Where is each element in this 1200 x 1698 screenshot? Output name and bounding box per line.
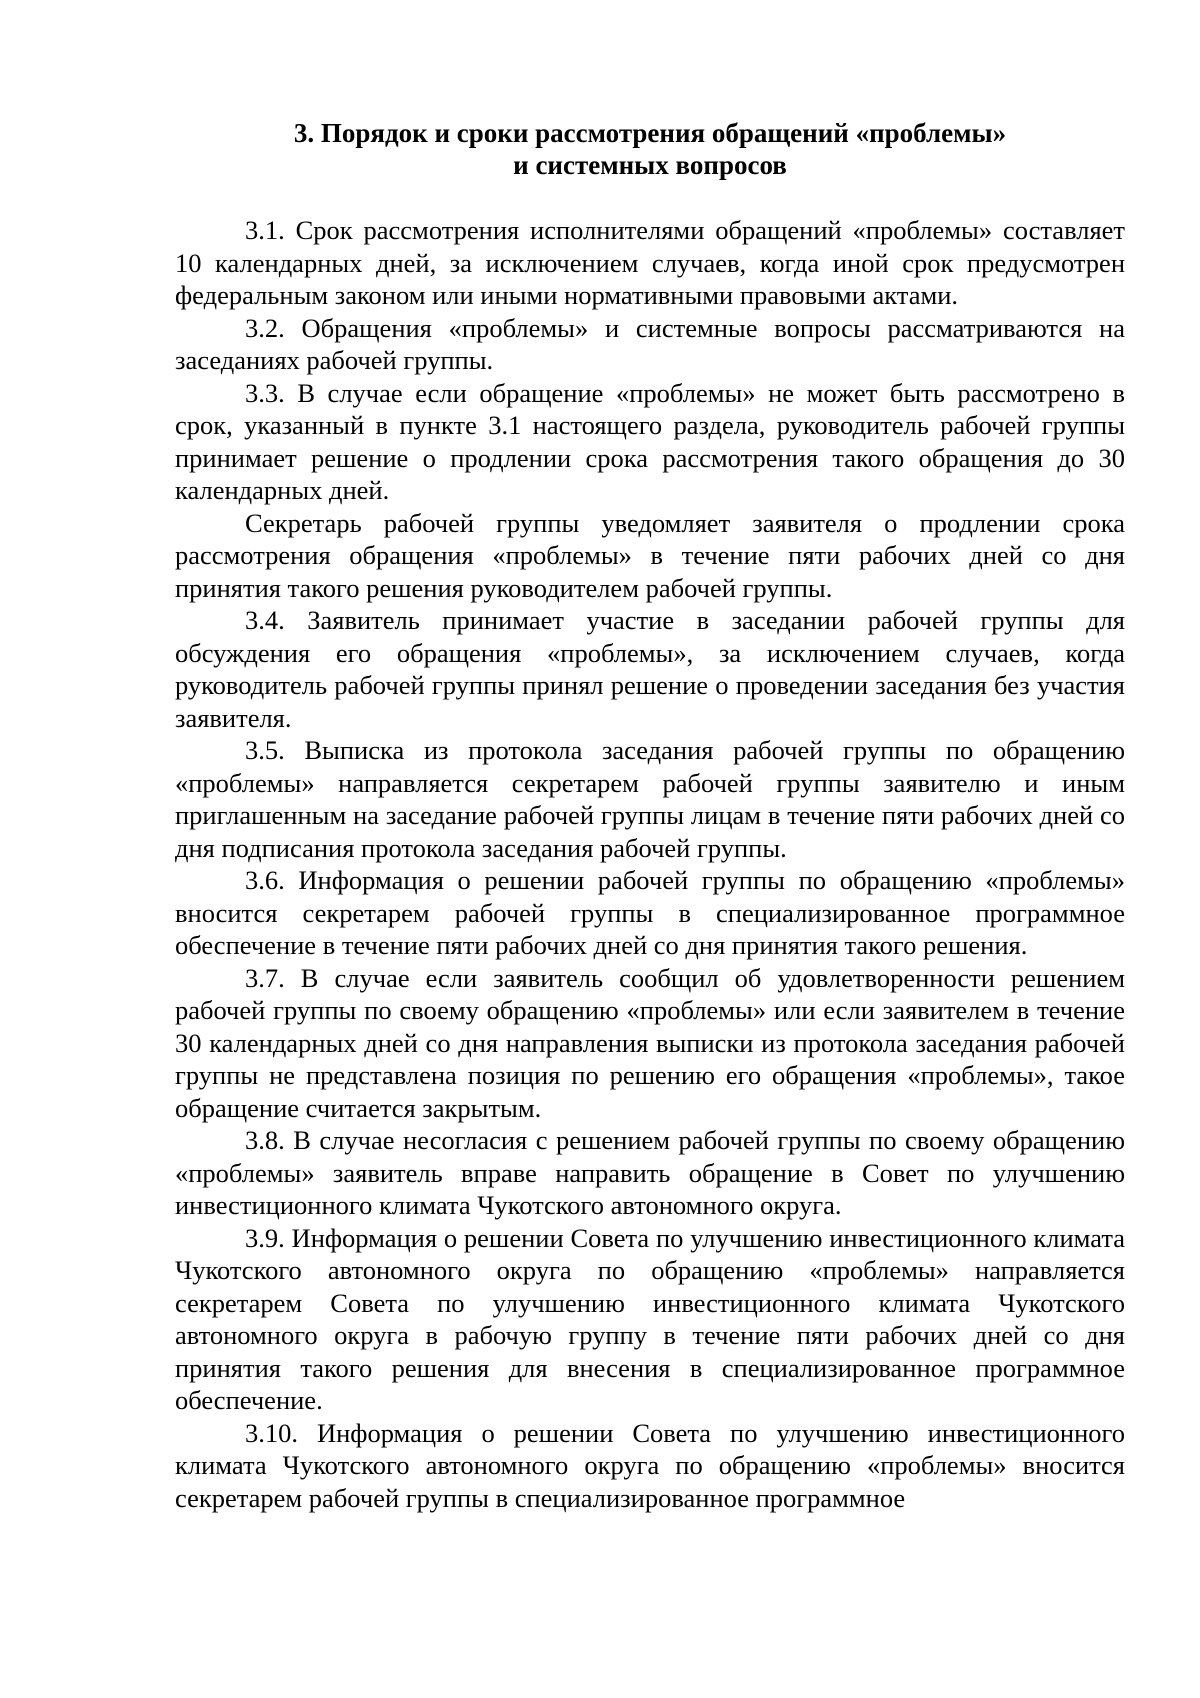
paragraph-3-5: 3.5. Выписка из протокола заседания рабочей группы по обращению «проблемы» направляется секретарем рабочей группы заявителю и иным приглашенным на заседание рабочей группы лицам в течение пяти рабочих дней со дня подписания протокола заседания рабочей группы.	[175, 735, 1125, 863]
paragraph-3-9: 3.9. Информация о решении Совета по улучшению инвестиционного климата Чукотского автономного округа по обращению «проблемы» направляется секретарем Совета по улучшению инвестиционного климата Чукотского автономного округа в рабочую группу в течение пяти рабочих дней со дня принятия такого решения для внесения в специализированное программное обеспечение.	[175, 1222, 1125, 1415]
paragraph-3-2: 3.2. Обращения «проблемы» и системные вопросы рассматриваются на заседаниях рабочей группы.	[175, 312, 1125, 375]
section-heading	[175, 117, 1125, 181]
paragraph-3-3-secretary: Секретарь рабочей группы уведомляет заявителя о продлении срока рассмотрения обращения «проблемы» в течение пяти рабочих дней со дня принятия такого решения руководителем рабочей группы.	[175, 507, 1125, 603]
paragraph-3-10: 3.10. Информация о решении Совета по улучшению инвестиционного климата Чукотского автономного округа по обращению «проблемы» вносится секретарем рабочей группы в специализированное программное	[175, 1417, 1125, 1513]
paragraph-3-6: 3.6. Информация о решении рабочей группы по обращению «проблемы» вносится секретарем рабочей группы в специализированное программное обеспечение в течение пяти рабочих дней со дня принятия такого решения.	[175, 865, 1125, 960]
paragraph-3-7: 3.7. В случае если заявитель сообщил об удовлетворенности решением рабочей группы по своему обращению «проблемы» или если заявителем в течение 30 календарных дней со дня направления выписки из протокола заседания рабочей группы не представлена позиция по решению его обращения «проблемы», такое обращение считается закрытым.	[175, 962, 1125, 1123]
paragraph-3-1: 3.1. Срок рассмотрения исполнителями обращений «проблемы» составляет 10 календарных дней, за исключением случаев, когда иной срок предусмотрен федеральным законом или иными нормативными правовыми актами.	[175, 215, 1125, 310]
paragraph-3-8: 3.8. В случае несогласия с решением рабочей группы по своему обращению «проблемы» заявитель вправе направить обращение в Совет по улучшению инвестиционного климата Чукотского автономного округа.	[175, 1125, 1125, 1220]
section-heading-line-2: и системных вопросов	[513, 150, 787, 180]
paragraph-3-4: 3.4. Заявитель принимает участие в заседании рабочей группы для обсуждения его обращения «проблемы», за исключением случаев, когда руководитель рабочей группы принял решение о проведении заседания без участия заявителя.	[175, 605, 1125, 733]
paragraph-3-3: 3.3. В случае если обращение «проблемы» не может быть рассмотрено в срок, указанный в пункте 3.1 настоящего раздела, руководитель рабочей группы принимает решение о продлении срока рассмотрения такого обращения до 30 календарных дней.	[175, 377, 1125, 505]
section-heading-line-1: 3. Порядок и сроки рассмотрения обращений «проблемы»	[293, 118, 1007, 148]
section-body	[175, 214, 1125, 1514]
